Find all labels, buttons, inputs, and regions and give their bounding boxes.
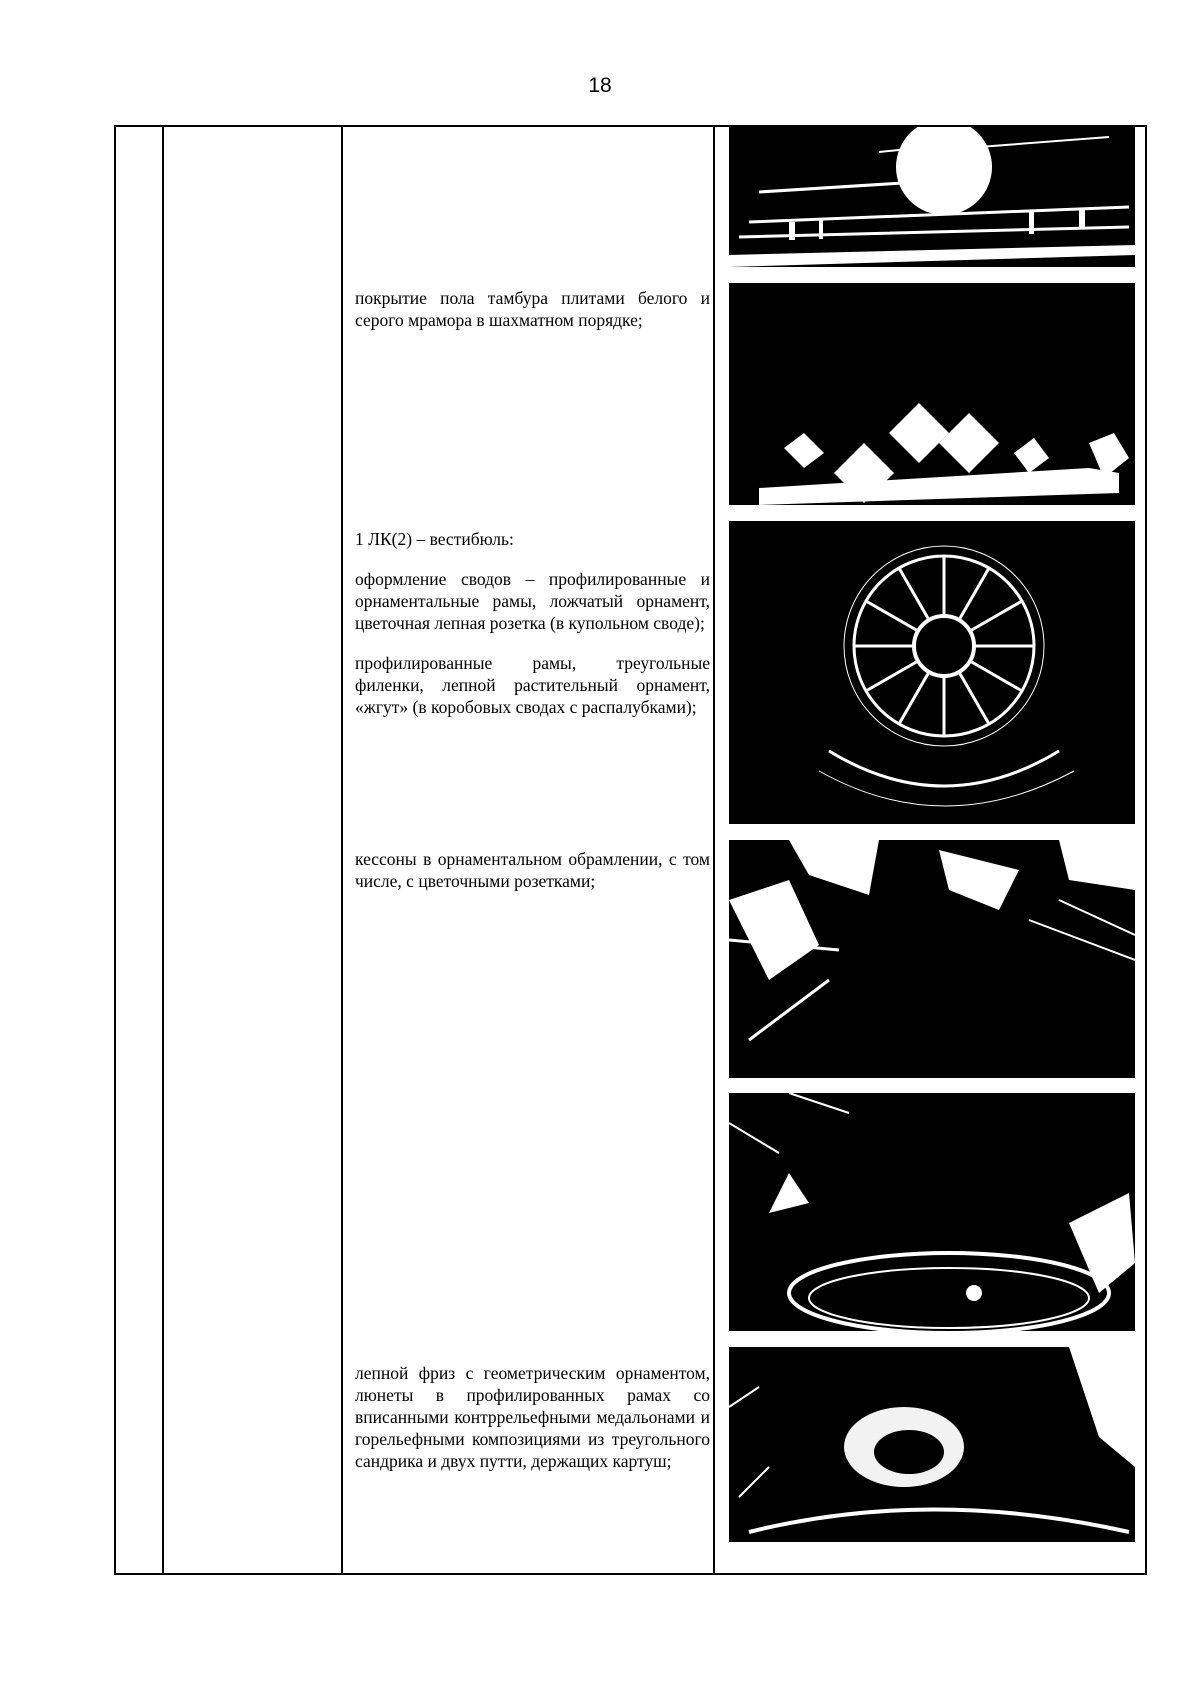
text-block-caissons bbox=[355, 848, 710, 910]
text-block-vestibule bbox=[355, 528, 710, 736]
column-divider-1 bbox=[162, 127, 164, 1573]
vestibule-heading: 1 ЛК(2) – вестибюль: bbox=[355, 529, 514, 549]
photo-caissons bbox=[729, 840, 1135, 1078]
photo-lunette-medallion bbox=[729, 1347, 1135, 1542]
page-number: 18 bbox=[588, 74, 612, 97]
photo-vault-arch bbox=[729, 1093, 1135, 1331]
tambour-floor-text: покрытие пола тамбура плитами белого и серого мрамора в шахматном порядке; bbox=[355, 288, 710, 330]
column-divider-3 bbox=[713, 127, 715, 1573]
caissons-text: кессоны в орнаментальном обрамлении, с том числе, с цветочными розетками; bbox=[355, 849, 710, 891]
photo-marble-floor bbox=[729, 283, 1135, 505]
frames-text: профилированные рамы, треугольные филенки, лепной растительный орнамент, «жгут» (в коробовых сводах с распалубками); bbox=[355, 653, 710, 717]
vault-design-text: оформление сводов – профилированные и орнаментальные рамы, ложчатый орнамент, цветочная лепная розетка (в купольном своде); bbox=[355, 569, 710, 633]
photo-cornice-sphere bbox=[729, 127, 1135, 267]
frieze-text: лепной фриз с геометрическим орнаментом, люнеты в профилированных рамах со вписанными контррельефными медальонами и горельефными композициями из треугольного сандрика и двух путти, держащих картуш; bbox=[355, 1363, 710, 1471]
text-block-frieze bbox=[355, 1362, 710, 1490]
text-block-tambour-floor bbox=[355, 287, 710, 349]
photo-dome-rosette bbox=[729, 521, 1135, 824]
column-divider-2 bbox=[341, 127, 343, 1573]
